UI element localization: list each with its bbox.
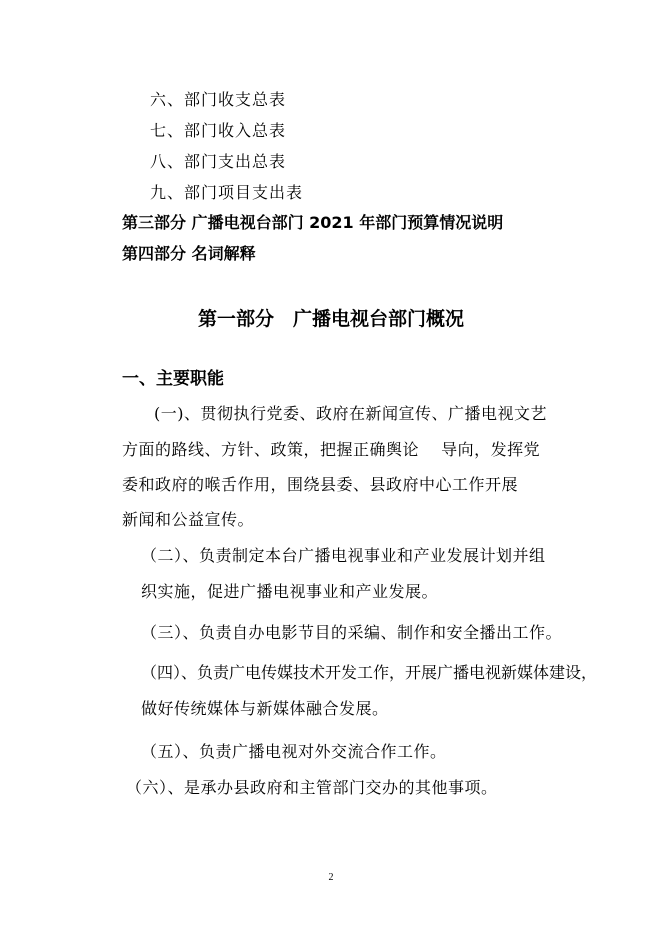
- function-line-11: （六）、是承办县政府和主管部门交办的其他事项。: [126, 778, 498, 797]
- toc-item-7: 七、部门收入总表: [150, 121, 287, 140]
- toc-item-9: 九、部门项目支出表: [150, 183, 304, 202]
- function-line-4: 新闻和公益宣传。: [122, 510, 255, 529]
- function-line-1: (一)、贯彻执行党委、政府在新闻宣传、广播电视文艺: [154, 404, 547, 423]
- page-number: 2: [328, 872, 334, 883]
- function-line-3: 委和政府的喉舌作用，围绕县委、县政府中心工作开展: [122, 475, 519, 494]
- function-line-6: 织实施，促进广播电视事业和产业发展。: [141, 582, 439, 601]
- section-title: 第一部分 广播电视台部门概况: [197, 308, 464, 330]
- function-line-9: 做好传统媒体与新媒体融合发展。: [141, 699, 389, 718]
- function-line-5: （二）、负责制定本台广播电视事业和产业发展计划并组: [141, 546, 546, 565]
- function-line-7: （三）、负责自办电影节目的采编、制作和安全播出工作。: [141, 623, 563, 642]
- main-functions-heading: 一、主要职能: [122, 369, 224, 389]
- function-line-8: （四）、负责广电传媒技术开发工作，开展广播电视新媒体建设，: [141, 663, 598, 682]
- toc-item-6: 六、部门收支总表: [150, 90, 287, 109]
- function-line-10: （五）、负责广播电视对外交流合作工作。: [141, 742, 447, 761]
- toc-item-8: 八、部门支出总表: [150, 152, 287, 171]
- toc-part-4: 第四部分 名词解释: [122, 244, 256, 263]
- toc-part-3: 第三部分 广播电视台部门 2021 年部门预算情况说明: [122, 213, 504, 232]
- function-line-2: 方面的路线、方针、政策，把握正确舆论 导向，发挥党: [122, 440, 541, 459]
